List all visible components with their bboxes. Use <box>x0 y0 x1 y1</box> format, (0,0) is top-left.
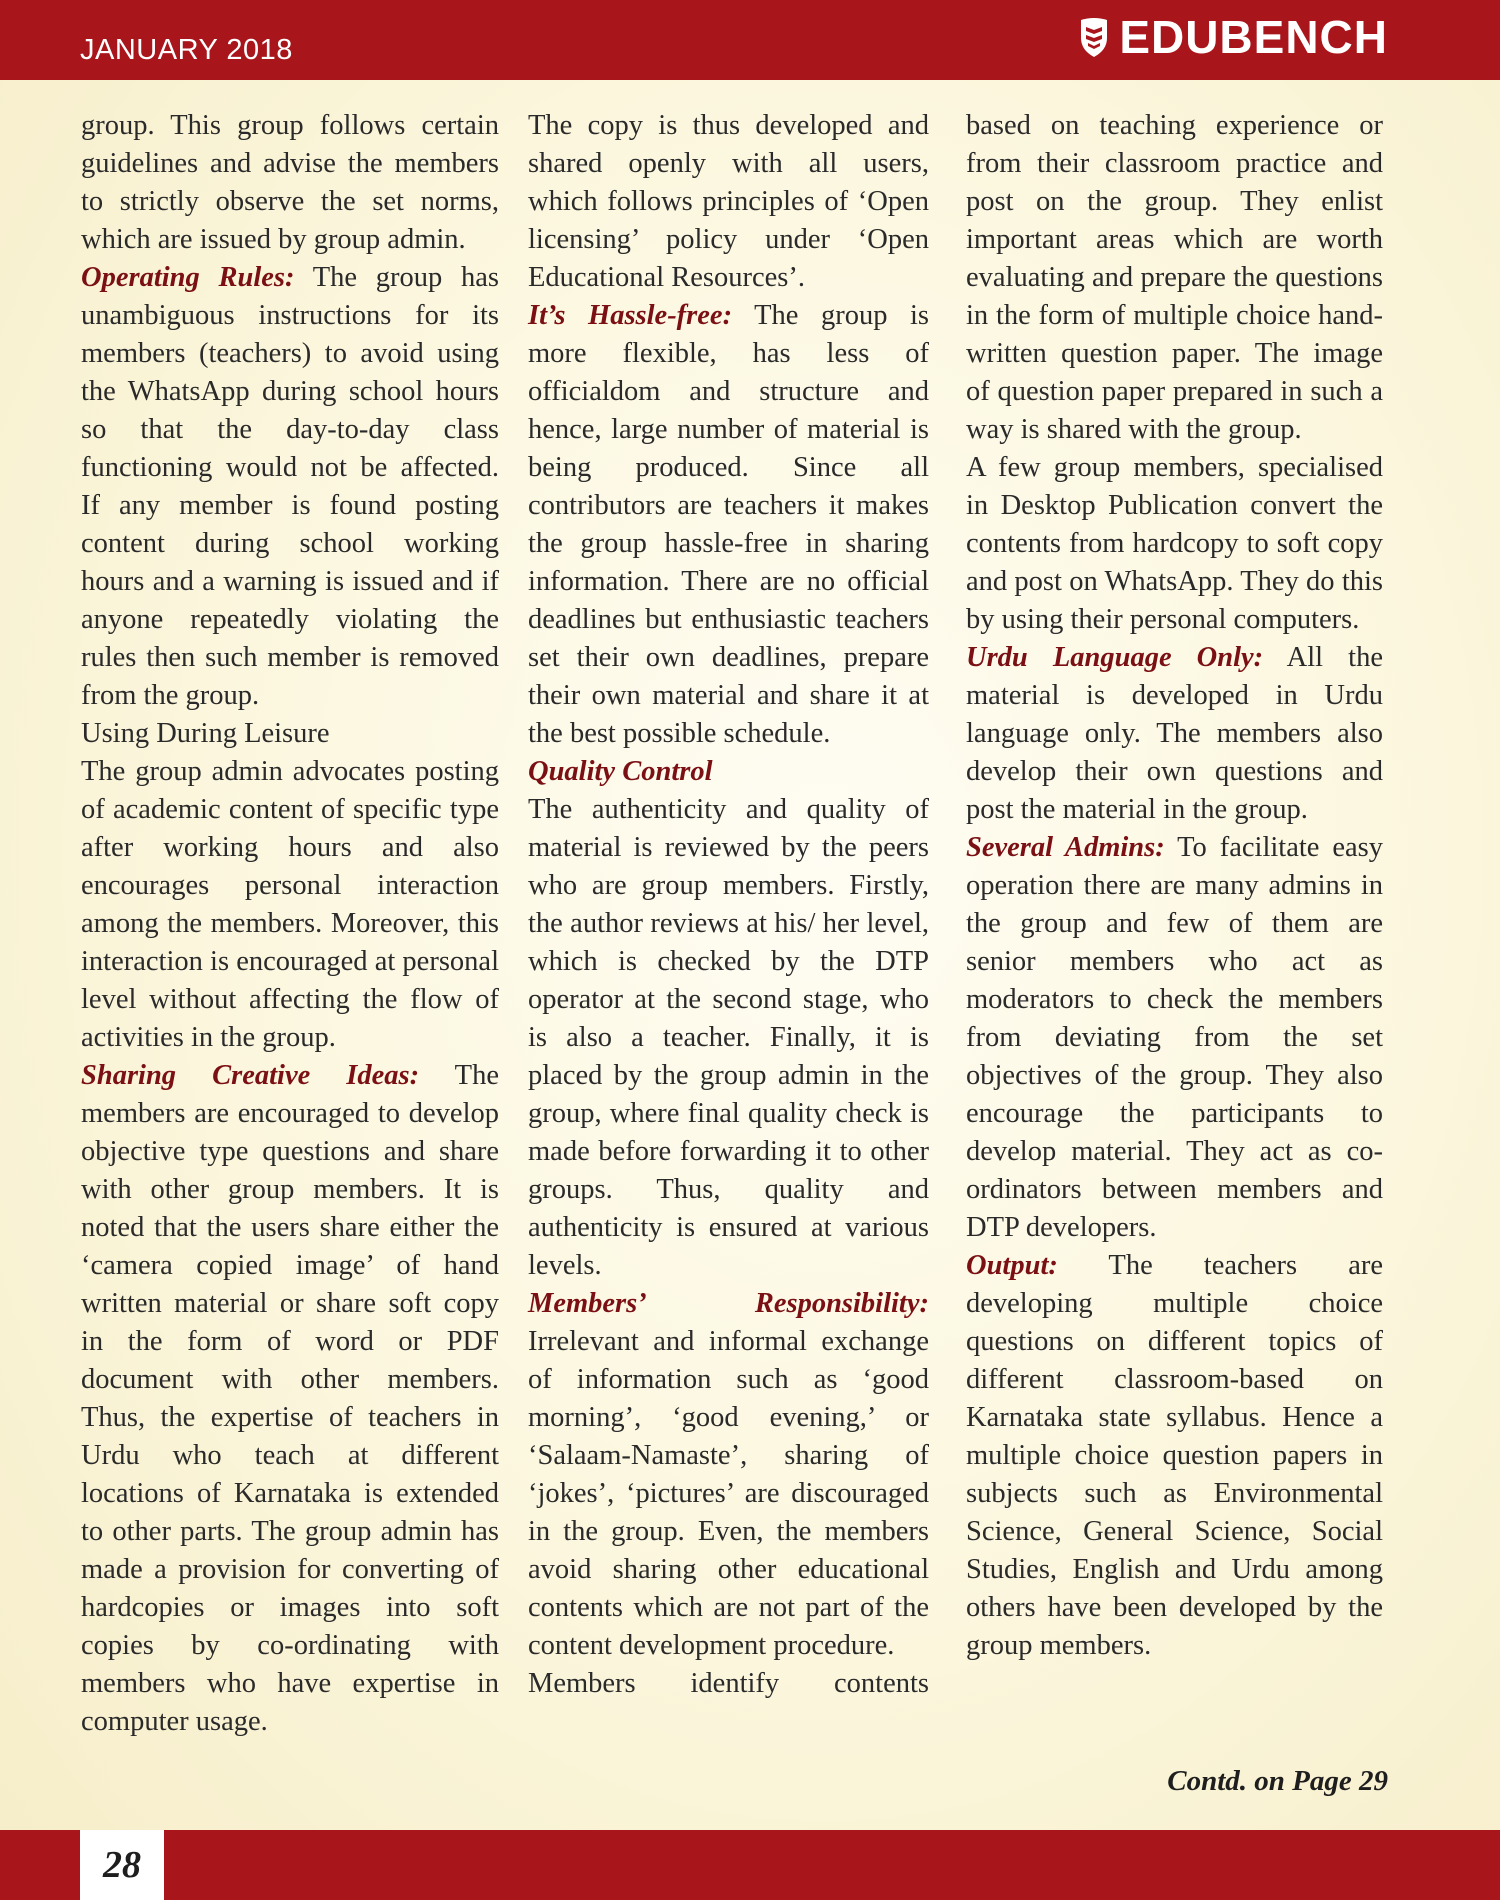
paragraph: group. This group follows certain guidelines and advise the members to strictly observe the set norms, which are issued by group admin. <box>81 110 499 255</box>
paragraph <box>528 1285 929 1665</box>
paragraph <box>966 639 1383 829</box>
paragraph: A few group members, specialised in Desktop Publication convert the contents from hardcopy to soft copy and post on WhatsApp. They do this by using their personal computers. <box>966 452 1383 635</box>
footer-bar <box>0 1830 1500 1900</box>
paragraph <box>81 259 499 715</box>
paragraph <box>528 297 929 753</box>
paragraph: The copy is thus developed and shared openly with all users, which follows principles of ‘Open licensing’ policy under ‘Open Educational Resources’. <box>528 110 929 293</box>
shield-book-icon <box>1079 16 1109 58</box>
paragraph <box>966 829 1383 1247</box>
brand-logo <box>1079 12 1388 62</box>
section-heading: Output: <box>966 1250 1058 1281</box>
paragraph-text: The group is more flexible, has less of officialdom and structure and hence, large number of material is being produced. Since all contributors are teachers it makes the group hassle-free in sharing information. There are no official deadlines but enthusiastic teachers set their own deadlines, prepare their own material and share it at the best possible schedule. <box>528 300 929 749</box>
paragraph: Members identify contents <box>528 1668 929 1699</box>
section-heading: Several Admins: <box>966 832 1165 863</box>
paragraph-text: Irrelevant and informal exchange of information such as ‘good morning’, ‘good evening,’ or ‘Salaam-Namaste’, sharing of ‘jokes’, ‘pictures’ are discouraged in the group. Even, the members avoid sharing other educational contents which are not part of the content development procedure. <box>528 1326 929 1661</box>
brand-name: EDUBENCH <box>1119 11 1388 63</box>
column-1 <box>81 107 499 1741</box>
paragraph <box>81 1057 499 1741</box>
article-body <box>0 107 1500 1787</box>
section-heading: Urdu Language Only: <box>966 642 1264 673</box>
section-heading: It’s Hassle-free: <box>528 300 733 331</box>
paragraph-text: The members are encouraged to develop objective type questions and share with other group members. It is noted that the users share either the ‘camera copied image’ of hand written material or share soft copy in the form of word or PDF document with other members. Thus, the expertise of teachers in Urdu who teach at different locations of Karnataka is extended to other parts. The group admin has made a provision for converting of hardcopies or images into soft copies by co-ordinating with members who have expertise in computer usage. <box>81 1060 499 1737</box>
header-bar <box>0 0 1500 80</box>
section-heading: Members’ Responsibility: <box>528 1288 929 1319</box>
column-3 <box>966 107 1383 1665</box>
paragraph: The group admin advocates posting of academic content of specific type after working hours and also encourages personal interaction among the members. Moreover, this interaction is encouraged at personal level without affecting the flow of activities in the group. <box>81 756 499 1053</box>
continued-note: Contd. on Page 29 <box>1167 1765 1388 1797</box>
section-heading: Sharing Creative Ideas: <box>81 1060 420 1091</box>
paragraph-text: To facilitate easy operation there are many admins in the group and few of them are senior members who act as moderators to check the members from deviating from the set objectives of the group. They also encourage the participants to develop material. They act as co-ordinators between members and DTP developers. <box>966 832 1383 1243</box>
page-number: 28 <box>80 1830 164 1900</box>
paragraph <box>966 1247 1383 1665</box>
section-heading: Operating Rules: <box>81 262 295 293</box>
paragraph-text: The group has unambiguous instructions for its members (teachers) to avoid using the WhatsApp during school hours so that the day-to-day class functioning would not be affected. If any member is found posting content during school working hours and a warning is issued and if anyone repeatedly violating the rules then such member is removed from the group. <box>81 262 499 711</box>
paragraph: based on teaching experience or from their classroom practice and post on the group. They enlist important areas which are worth evaluating and prepare the questions in the form of multiple choice hand-written question paper. The image of question paper prepared in such a way is shared with the group. <box>966 110 1383 445</box>
section-heading <box>528 753 929 791</box>
subheading: Using During Leisure <box>81 718 330 749</box>
section-heading-text: Quality Control <box>528 756 713 787</box>
paragraph-text: The teachers are developing multiple choice questions on different topics of different classroom-based on Karnataka state syllabus. Hence a multiple choice question papers in subjects such as Environmental Science, General Science, Social Studies, English and Urdu among others have been developed by the group members. <box>966 1250 1383 1661</box>
column-2 <box>528 107 929 1703</box>
paragraph-text: All the material is developed in Urdu language only. The members also develop their own questions and post the material in the group. <box>966 642 1383 825</box>
issue-date: JANUARY 2018 <box>80 34 293 66</box>
paragraph: The authenticity and quality of material is reviewed by the peers who are group members. Firstly, the author reviews at his/ her level, which is checked by the DTP operator at the second stage, who is also a teacher. Finally, it is placed by the group admin in the group, where final quality check is made before forwarding it to other groups. Thus, quality and authenticity is ensured at various levels. <box>528 794 929 1281</box>
